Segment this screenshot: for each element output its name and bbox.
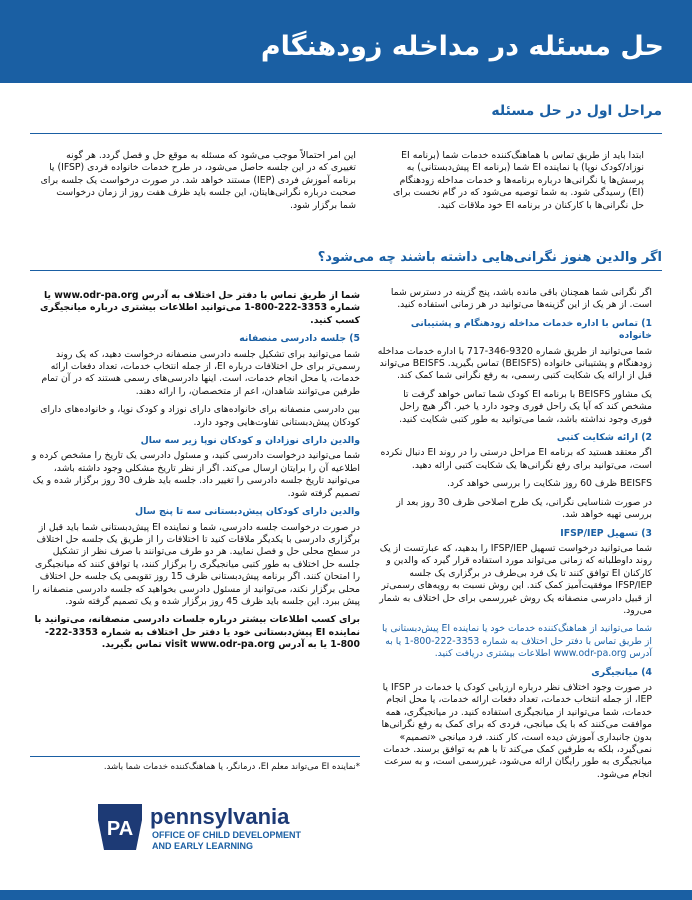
keystone-icon [96, 802, 144, 852]
pa-ocdel-logo [96, 802, 336, 858]
option3-paragraph1: شما می‌توانید درخواست تسهیل IFSP/IEP را بدهید، که عبارتست از یک روند داوطلبانه که زمانی می‌تواند مورد استفاده قرار گیرد که والدین و کارکنان EI توافق کنند تا یک فرد بی‌طرف در برگزاری یک جلسه IFSP/IEP موفقیت‌آمیز کمک کند. این روش نسبت به رویه‌های رسمی‌تر از قبیل دادرسی منصفانه یک روش غیررسمی برای حل اختلاف به شمار می‌رود. [379, 542, 652, 616]
logo-name: pennsylvania [150, 804, 290, 829]
intro-left-paragraph: این امر احتمالاً موجب می‌شود که مسئله به موقع حل و فصل گردد. هر گونه تغییری که در این جلسه حاصل می‌شود، در طرح خدمات خانواده فردی (IFSP) یا برنامه آموزش فردی (IEP) مستند خواهد شد. در صورت درخواست یک جلسه برای صحبت درباره نگرانی‌هایتان، این جلسه باید ظرف هفت روز از زمان درخواست شما برگزار شود. [40, 150, 356, 211]
preschool-contact: برای کسب اطلاعات بیشتر درباره جلسات دادرسی منصفانه، می‌توانید با نماینده EI پیش‌دبستانی خود یا دفتر حل اختلاف به شماره 3353-222-800-1 یا به آدرس visit www.odr-pa.org تماس بگیرید. [34, 614, 360, 651]
section1-right-column [384, 150, 644, 218]
header-banner [0, 0, 692, 83]
intro-right-paragraph: ابتدا باید از طریق تماس با هماهنگ‌کننده خدمات شما (برنامه EI نوزاد/کودک نوپا) یا نماینده EI شما (برنامه EI پیش‌دبستانی) به پرسش‌ها یا نگرانی‌ها درباره برنامه‌ها و خدمات مداخله زودهنگام (EI) رسیدگی شود. به شما توصیه می‌شود که در گام نخست برای حل نگرانی‌ها با کارکنان در برنامه EI خود ملاقات کنید. [393, 150, 644, 211]
section2-right-column [376, 287, 652, 787]
mediation-info: شما از طریق تماس با دفتر حل اختلاف به آدرس www.odr-pa.org یا شماره 3353-222-800-1 می‌توانید اطلاعات بیشتری درباره میانجیگری کسب کنید. [40, 290, 360, 326]
section2-left-column [30, 290, 360, 658]
section2-rule [30, 270, 662, 271]
logo-line1: OFFICE OF CHILD DEVELOPMENT [152, 830, 302, 840]
option5-paragraph2: بین دادرسی منصفانه برای خانواده‌های دارای نوزاد و کودک نوپا، و خانواده‌های دارای کودکان پیش‌دبستانی تفاوت‌هایی وجود دارد. [40, 404, 360, 428]
option2-paragraph3: در صورت شناسایی نگرانی، یک طرح اصلاحی ظرف 30 روز بعد از بررسی تهیه خواهد شد. [396, 496, 652, 521]
infant-toddler-title: والدین دارای نوزادان و کودکان نوپا زیر سه سال [140, 435, 360, 447]
option1-paragraph2: یک مشاور BEISFS با برنامه EI کودک شما تماس خواهد گرفت تا مشخص کند که آیا یک راحل فوری وجود دارد یا خیر. اگر هیچ راحل فوری وجود نداشته باشد، شما می‌توانید به طور کتبی شکایت کنید. [399, 388, 652, 425]
option2-title: 2) ارائه شکایت کتبی [556, 432, 652, 444]
section1-heading: مراحل اول در حل مسئله [491, 103, 662, 119]
logo-badge-text: PA [106, 818, 134, 840]
option4-title: 4) میانجیگری [591, 666, 652, 678]
option3-contact-link[interactable]: شما می‌توانید از هماهنگ‌کننده خدمات خود یا نماینده EI پیش‌دبستانی یا از طریق تماس با دفتر حل اختلاف به شماره 3353-222-800-1 یا به آدرس www.odr-pa.org اطلاعات بیشتری دریافت کنید. [381, 623, 652, 660]
option2-paragraph1: اگر معتقد هستید که برنامه EI مراحل درستی را در روند EI دنبال نکرده است، می‌توانید برای رفع نگرانی‌ها یک شکایت کتبی ارائه دهید. [380, 447, 652, 471]
bottom-bar [0, 890, 692, 900]
logo-line2: AND EARLY LEARNING [152, 841, 254, 851]
option1-title: 1) تماس با اداره خدمات مداخله زودهنگام و پشتیبانی خانواده [410, 317, 652, 342]
option3-title: 3) تسهیل IFSP/IEP [560, 527, 652, 539]
section1-left-column [40, 150, 356, 218]
section2-heading: اگر والدین هنوز نگرانی‌هایی داشته باشند چه می‌شود؟ [317, 250, 662, 265]
preschool-title: والدین دارای کودکان پیش‌دبستانی سه تا پنج سال [135, 506, 360, 518]
section2-intro: اگر نگرانی شما همچنان باقی مانده باشد، پنج گزینه در دسترس شما است. از هر یک از این گزینه‌ها می‌توانید در هر زمانی استفاده کنید. [390, 287, 652, 311]
preschool-paragraph: در صورت درخواست جلسه دادرسی، شما و نماینده EI پیش‌دبستانی شما باید قبل از برگزاری دادرسی با یکدیگر ملاقات کنید تا اختلافات را از طریق یک جلسه حل اختلاف در سطح محلی حل و فصل نمایید. هر دو طرف می‌توانند با صرف نظر از تشکیل جلسه حل اختلاف به طور کتبی میانجیگری را برگزار کنند، یا توافق کنند که میانجیگری را امتحان کنند. اگر برنامه پیش‌دبستانی ظرف 15 روز تقویمی یک جلسه حل اختلاف محلی برگزار نکند، می‌توانید از مسئول دادرسی بخواهید که جلسه دادرسی منصفانه را پیش ببرد. این جلسه باید ظرف 45 روز برگزار شده و یک تصمیم گرفته شود. [32, 521, 360, 607]
option4-paragraph1: در صورت وجود اختلاف نظر درباره ارزیابی کودک یا خدمات در IFSP یا IEP، از جمله انتخاب خدمات، تعداد دفعات ارائه خدمات، یا محل انجام خدمات، شما می‌توانید از میانجیگری استفاده کنید. در میانجیگری، همه موافقت می‌کنند که با یک میانجی، فردی که برای کمک به رفع نگرانی‌ها بدون جانبداری آموزش دیده است، کار کنند. فرد میانجی «تصمیم» نمی‌گیرد، بلکه به طرفین کمک می‌کند تا با هم به توافق برسند. خدمات میانجیگری به طور رایگان ارائه می‌شود، غیررسمی است، و به سرعت انجام می‌شود. [381, 681, 652, 780]
footnote-divider [30, 756, 360, 757]
footnote: *نماینده EI می‌تواند معلم EI، درمانگر، یا هماهنگ‌کننده خدمات شما باشد. [103, 762, 360, 772]
option5-title: 5) جلسه دادرسی منصفانه [239, 333, 360, 345]
option1-paragraph1: شما می‌توانید از طریق شماره 9320-346-717 با اداره خدمات مداخله زودهنگام و پشتیبانی خانواده (BEISFS) تماس بگیرید. BEISFS می‌تواند قبل از ارائه یک شکایت کتبی رسمی، به رفع نگرانی شما کمک کند. [377, 345, 652, 382]
option2-paragraph2: BEISFS ظرف 60 روز شکایت را بررسی خواهد کرد. [447, 478, 652, 490]
option5-paragraph1: شما می‌توانید برای تشکیل جلسه دادرسی منصفانه درخواست دهید، که یک روند رسمی‌تر برای حل اختلافات درباره EI، از جمله انتخاب خدمات، تعداد دفعات ارائه خدمات، یا محل انجام خدمات، است. اینها دادرسی‌های رسمی هستند که در آن تمام طرفین می‌توانند شاهدان، اعم از متخصصان، را ارائه دهند. [41, 348, 360, 397]
section1-rule [30, 133, 662, 134]
page-title: حل مسئله در مداخله زودهنگام [260, 31, 664, 62]
infant-toddler-paragraph: شما می‌توانید درخواست دادرسی کنید، و مسئول دادرسی یک تاریخ را مشخص کرده و اطلاعیه آن را برایتان ارسال می‌کند. اگر از نظر تاریخ مشکلی وجود داشته باشد، می‌توانید تاریخ جلسه دادرسی را تغییر داد. جلسه باید ظرف 30 روز برگزار شده و یک تصمیم گرفته شود. [31, 450, 360, 499]
